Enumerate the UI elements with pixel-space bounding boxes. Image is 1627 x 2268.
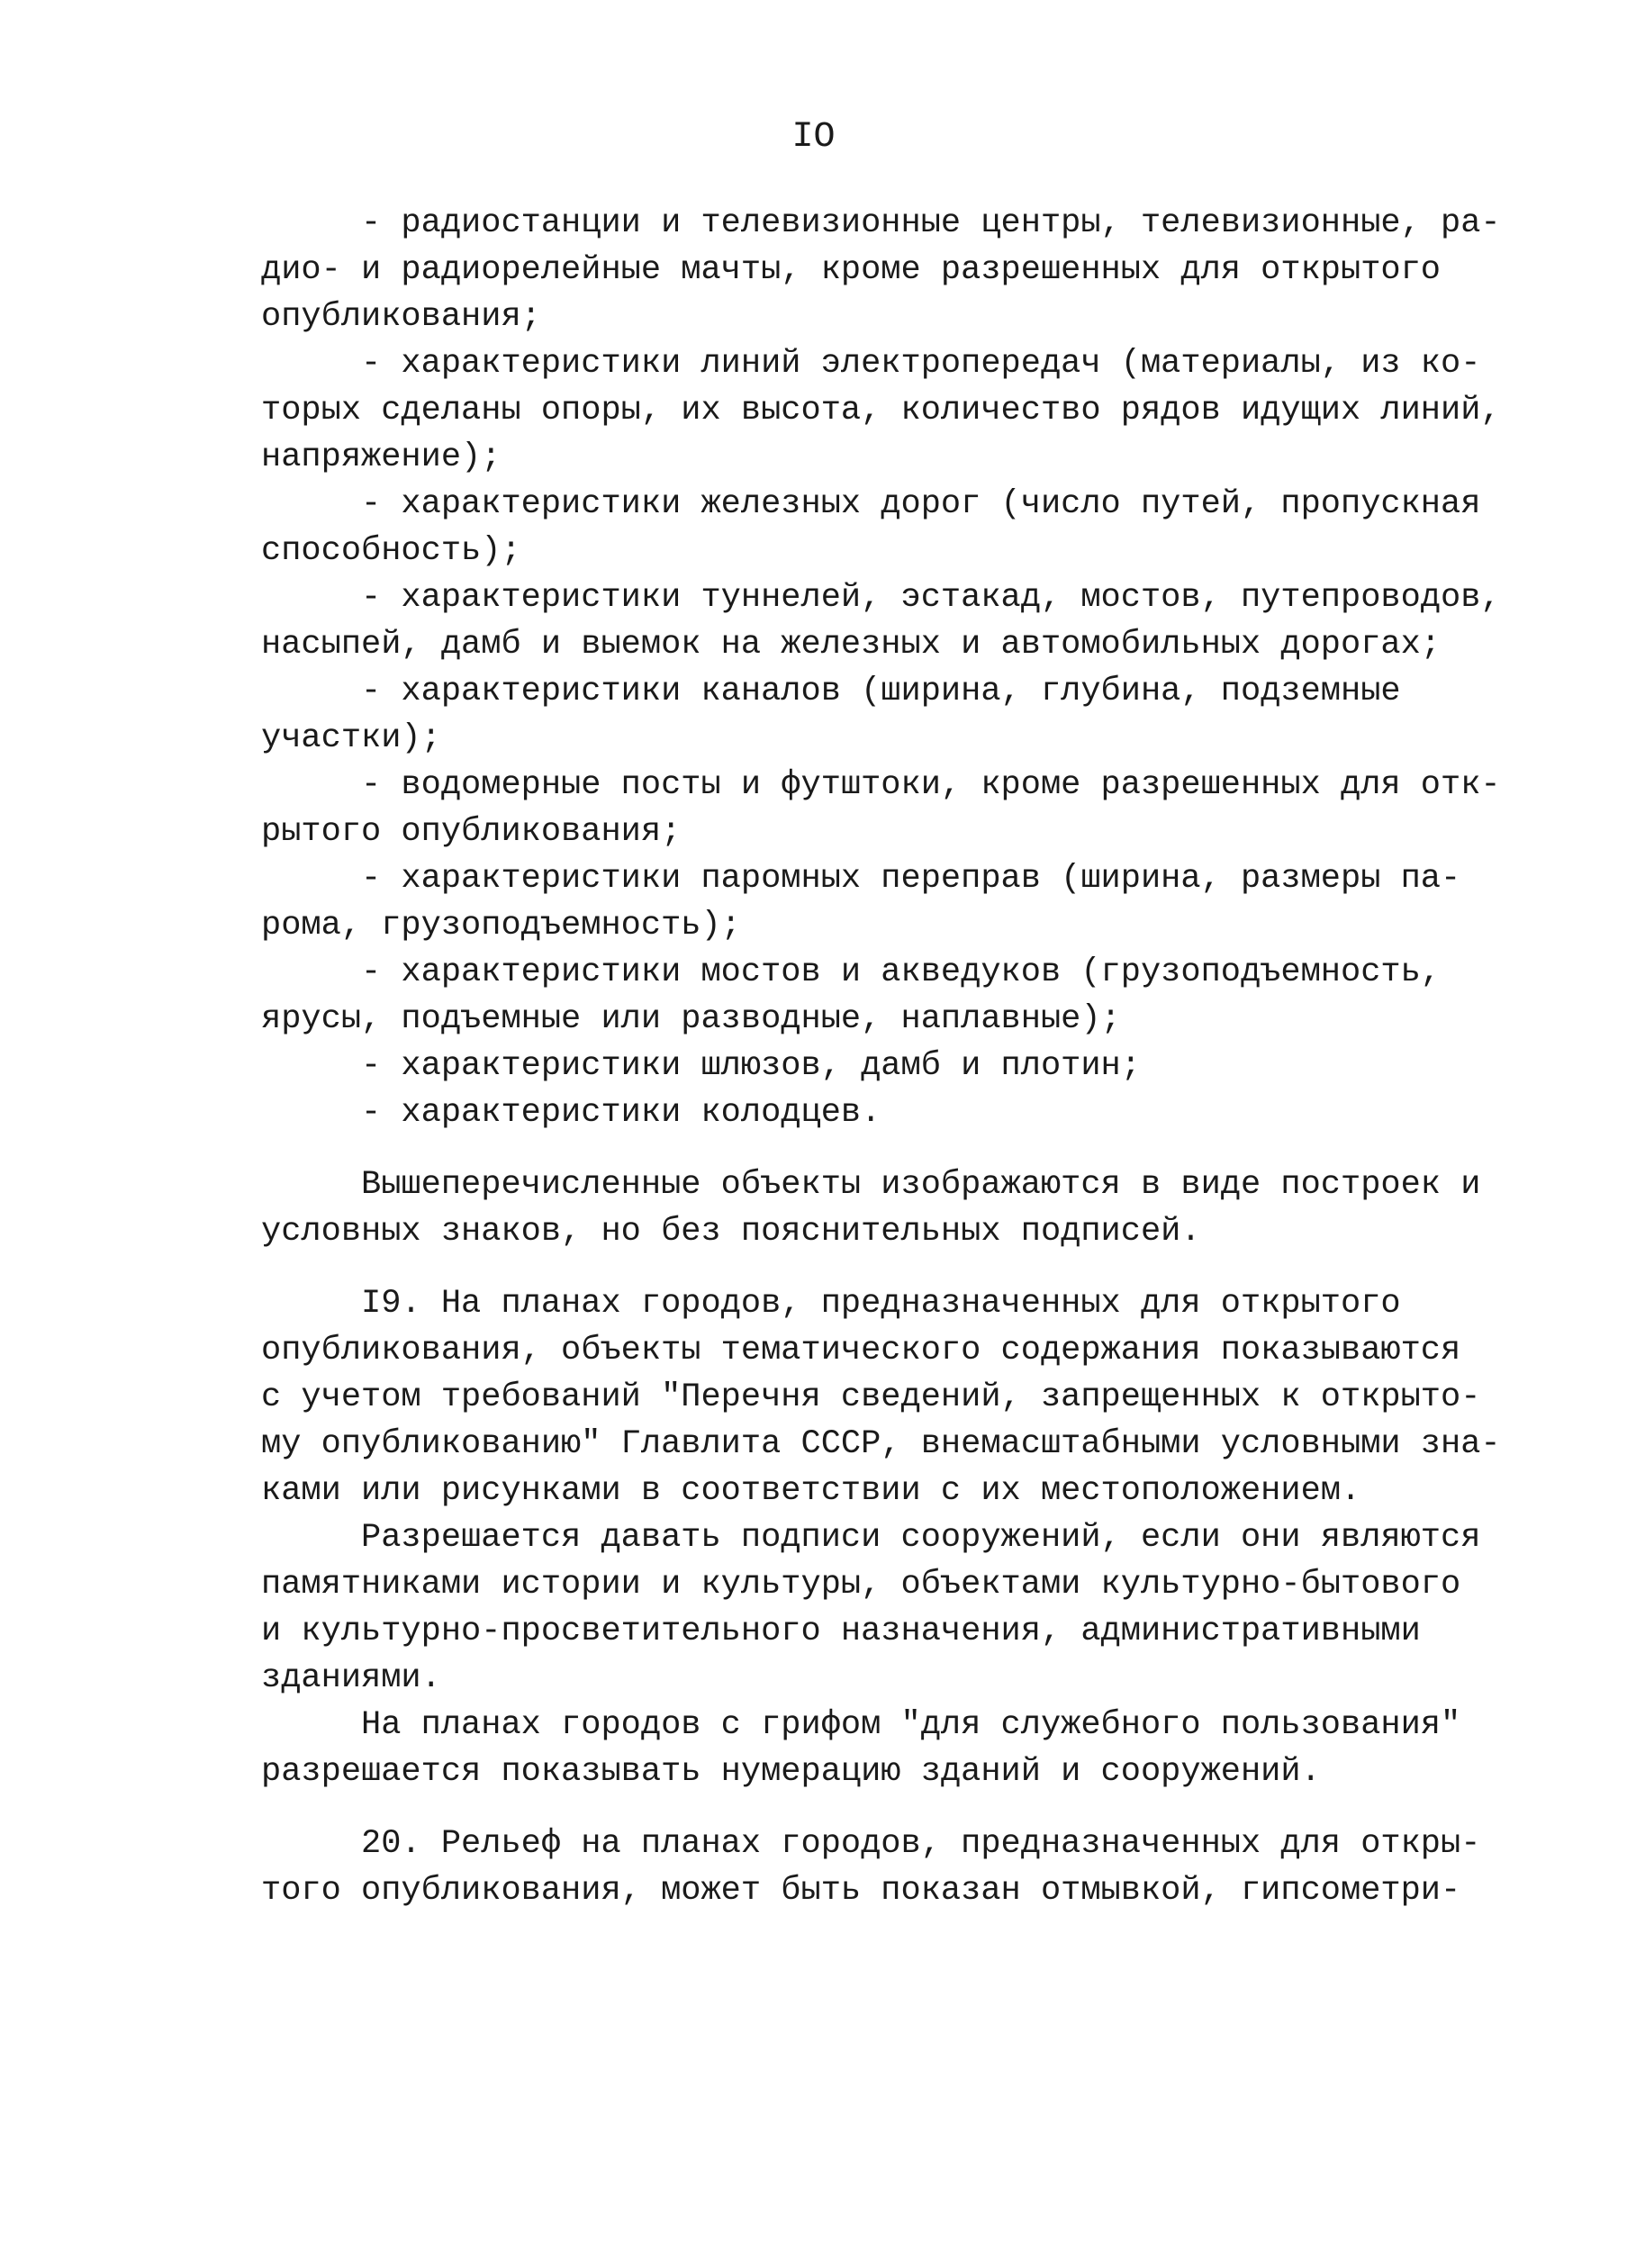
text-line: опубликования, объекты тематического содержания показываются (261, 1332, 1461, 1369)
text-line: - характеристики мостов и акведуков (грузоподъемность, (261, 953, 1442, 991)
text-line: - характеристики колодцев. (261, 1094, 881, 1132)
text-line: I9. На планах городов, предназначенных для открытого (261, 1285, 1401, 1323)
text-line: рома, грузоподъемность); (261, 907, 741, 944)
text-line: и культурно-просветительного назначения, административными (261, 1613, 1421, 1650)
text-line: му опубликованию" Главлита СССР, внемасштабными условными зна- (261, 1425, 1501, 1463)
text-line: зданиями. (261, 1659, 441, 1697)
text-line: способность); (261, 532, 521, 570)
text-line: того опубликования, может быть показан отмывкой, гипсометри- (261, 1872, 1461, 1910)
page-body (261, 200, 1501, 1914)
text-line: разрешается показывать нумерацию зданий и сооружений. (261, 1753, 1321, 1791)
text-line: рытого опубликования; (261, 813, 682, 851)
text-line: - характеристики паромных переправ (ширина, размеры па- (261, 860, 1461, 898)
text-line: дио- и радиорелейные мачты, кроме разрешенных для открытого (261, 251, 1442, 289)
paragraph-gap (261, 1795, 1486, 1821)
text-line: - радиостанции и телевизионные центры, телевизионные, ра- (261, 204, 1501, 242)
text-line: опубликования; (261, 298, 541, 336)
paragraph-gap (261, 1136, 1486, 1161)
text-line: - характеристики шлюзов, дамб и плотин; (261, 1047, 1141, 1085)
text-line: - водомерные посты и футштоки, кроме разрешенных для отк- (261, 766, 1501, 804)
text-line: с учетом требований "Перечня сведений, запрещенных к открыто- (261, 1378, 1481, 1416)
text-line: торых сделаны опоры, их высота, количество рядов идущих линий, (261, 392, 1501, 429)
text-line: На планах городов с грифом "для служебного пользования" (261, 1706, 1461, 1744)
text-line: - характеристики линий электропередач (материалы, из ко- (261, 345, 1481, 383)
text-line: напряжение); (261, 438, 502, 476)
page-number: IO (791, 117, 836, 158)
text-line: условных знаков, но без пояснительных подписей. (261, 1213, 1201, 1251)
text-line: 20. Рельеф на планах городов, предназначенных для откры- (261, 1825, 1481, 1863)
text-line: - характеристики железных дорог (число путей, пропускная (261, 485, 1481, 523)
text-line: - характеристики каналов (ширина, глубина, подземные (261, 673, 1401, 710)
text-line: насыпей, дамб и выемок на железных и автомобильных дорогах; (261, 626, 1442, 664)
text-line: ками или рисунками в соответствии с их местоположением. (261, 1472, 1361, 1510)
text-line: - характеристики туннелей, эстакад, мостов, путепроводов, (261, 579, 1501, 617)
text-line: памятниками истории и культуры, объектами культурно-бытового (261, 1566, 1461, 1604)
text-line: Разрешается давать подписи сооружений, если они являются (261, 1519, 1481, 1557)
text-line: Вышеперечисленные объекты изображаются в виде построек и (261, 1166, 1481, 1204)
text-line: участки); (261, 719, 441, 757)
paragraph-gap (261, 1255, 1486, 1280)
text-line: ярусы, подъемные или разводные, наплавные); (261, 1000, 1121, 1038)
